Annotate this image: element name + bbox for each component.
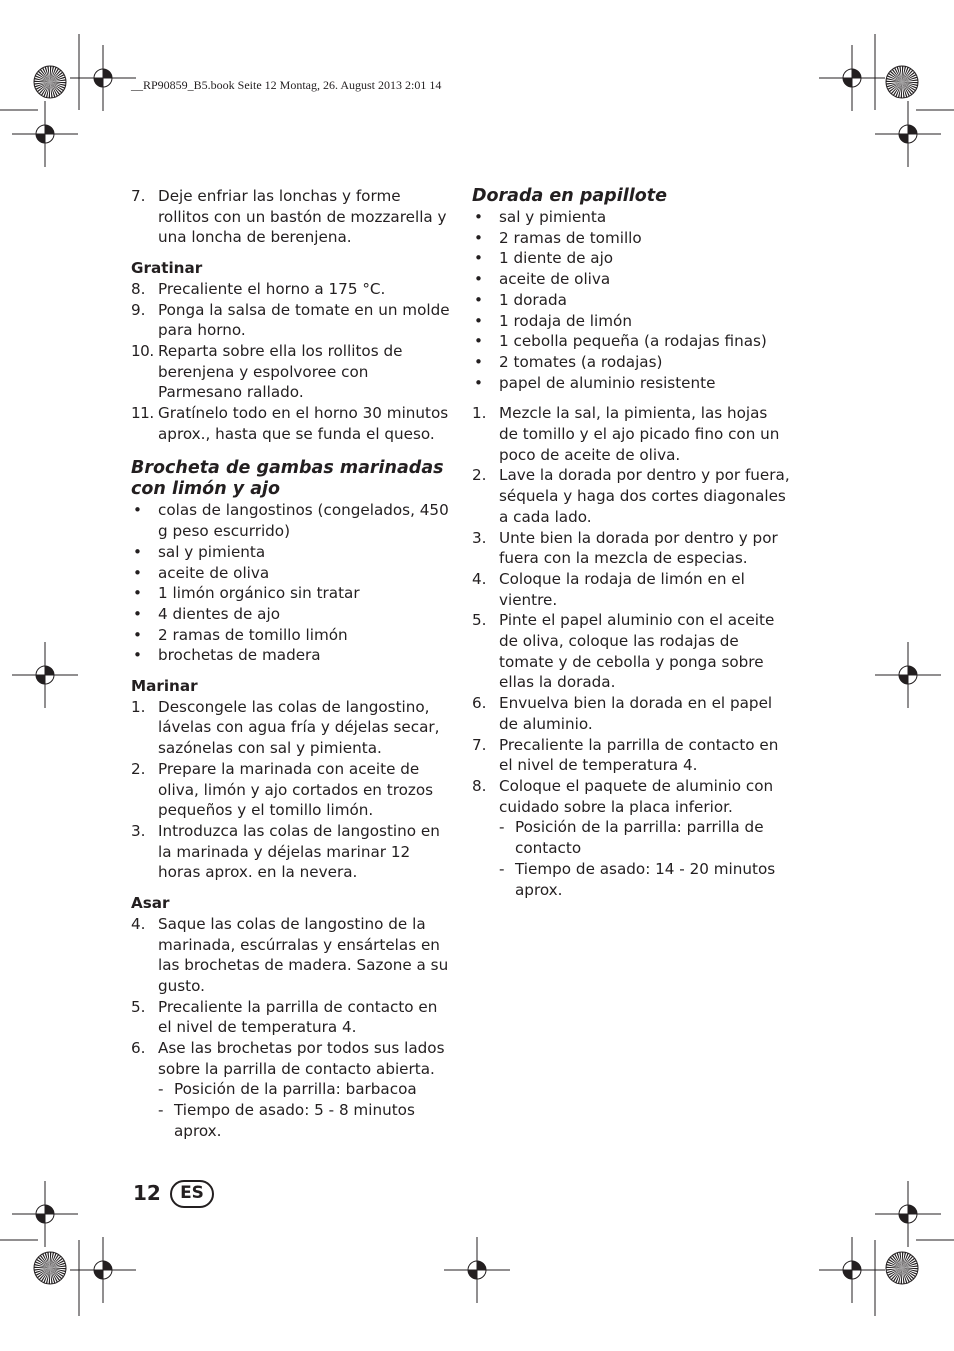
registration-mark-icon — [70, 45, 136, 111]
bullet-icon: • — [474, 270, 483, 289]
page-number: 12 — [133, 1181, 161, 1205]
step-text: Pinte el papel aluminio con el aceite de oliva, coloque las rodajas de tomate y de cebolla y ponga sobre ellas la dorada. — [499, 611, 775, 692]
ingredient-item — [472, 373, 790, 394]
bullet-icon: • — [474, 249, 483, 268]
step-number: 10. — [131, 341, 154, 360]
registration-mark-icon — [12, 642, 78, 708]
step-number: 7. — [472, 735, 487, 754]
ingredient-list-brocheta — [131, 500, 453, 666]
ingredient-text: 4 dientes de ajo — [158, 604, 280, 623]
step-text: Precaliente la parrilla de contacto en el nivel de temperatura 4. — [499, 735, 779, 775]
sub-item — [472, 817, 790, 858]
subheading-gratinar: Gratinar — [131, 259, 203, 278]
dash-icon: - — [158, 1101, 164, 1120]
step-number: 6. — [472, 694, 487, 713]
ingredient-text: colas de langostinos (congelados, 450 g peso escurrido) — [158, 501, 449, 541]
step-number: 2. — [131, 759, 146, 778]
step-item — [131, 1038, 453, 1079]
step-number: 5. — [472, 611, 487, 630]
ingredient-text: 2 ramas de tomillo limón — [158, 625, 348, 644]
left-column — [131, 186, 453, 1142]
bullet-icon: • — [474, 311, 483, 330]
step-text: Coloque el paquete de aluminio con cuidado sobre la placa inferior. — [499, 776, 774, 816]
ingredient-item — [472, 311, 790, 332]
sub-item-text: Posición de la parrilla: barbacoa — [174, 1080, 417, 1099]
step-number: 7. — [131, 187, 146, 205]
color-target-icon — [34, 1252, 66, 1284]
sub-item-text: Tiempo de asado: 5 - 8 minutos aprox. — [174, 1101, 415, 1140]
step-item — [472, 610, 790, 693]
color-target-icon — [886, 66, 918, 98]
bullet-icon: • — [474, 290, 483, 309]
registration-mark-icon — [12, 101, 78, 167]
step-item — [131, 300, 453, 341]
ingredient-item — [472, 207, 790, 228]
color-target-icon — [886, 1252, 918, 1284]
registration-mark-icon — [875, 642, 941, 708]
step-text: Lave la dorada por dentro y por fuera, séquela y haga dos cortes diagonales a cada lado. — [499, 466, 790, 526]
ingredient-item — [131, 542, 453, 563]
sub-list-dorada — [472, 817, 790, 900]
step-item — [131, 997, 453, 1038]
step-number: 3. — [131, 821, 146, 840]
step-item — [472, 528, 790, 569]
ingredient-text: sal y pimienta — [499, 208, 607, 226]
ingredient-item — [472, 248, 790, 269]
step-item — [472, 465, 790, 527]
step-list-asar — [131, 914, 453, 1080]
ingredient-item — [472, 352, 790, 373]
sub-item — [131, 1100, 453, 1141]
ingredient-text: aceite de oliva — [158, 563, 270, 582]
ingredient-item — [131, 625, 453, 646]
bullet-icon: • — [133, 584, 142, 603]
step-number: 8. — [131, 279, 146, 298]
step-item — [131, 697, 453, 759]
sub-item-text: Posición de la parrilla: parrilla de contacto — [515, 818, 764, 858]
step-text: Gratínelo todo en el horno 30 minutos aprox., hasta que se funda el queso. — [158, 404, 449, 443]
color-target-icon — [34, 66, 66, 98]
ingredient-item — [131, 583, 453, 604]
step-text: Reparta sobre ella los rollitos de berenjena y espolvoree con Parmesano rallado. — [158, 341, 403, 402]
registration-mark-icon — [444, 1237, 510, 1303]
step-number: 1. — [131, 697, 146, 716]
ingredient-text: aceite de oliva — [499, 270, 611, 289]
step-item — [472, 569, 790, 610]
language-badge: ES — [170, 1180, 214, 1208]
ingredient-item — [472, 269, 790, 290]
dash-icon: - — [499, 818, 505, 837]
bullet-icon: • — [133, 646, 142, 665]
ingredient-item — [472, 290, 790, 311]
step-item — [472, 693, 790, 734]
step-text: Precaliente la parrilla de contacto en el nivel de temperatura 4. — [158, 997, 438, 1037]
step-text: Saque las colas de langostino de la marinada, escúrralas y ensártelas en las brochetas de madera. Sazone a su gusto. — [158, 914, 449, 995]
ingredient-item — [131, 604, 453, 625]
step-number: 3. — [472, 528, 487, 547]
bullet-icon: • — [474, 373, 483, 392]
ingredient-item — [131, 645, 453, 666]
step-number: 9. — [131, 300, 146, 319]
step-item — [131, 279, 453, 300]
dash-icon: - — [158, 1080, 164, 1099]
step-item — [472, 776, 790, 817]
ingredient-text: 1 rodaja de limón — [499, 311, 632, 330]
ingredient-text: 2 tomates (a rodajas) — [499, 352, 663, 371]
bullet-icon: • — [474, 352, 483, 371]
registration-mark-icon — [70, 1237, 136, 1303]
step-text: Mezcle la sal, la pimienta, las hojas de tomillo y el ajo picado fino con un poco de aceite de oliva. — [499, 404, 780, 464]
ingredient-text: brochetas de madera — [158, 646, 321, 665]
sub-item-text: Tiempo de asado: 14 - 20 minutos aprox. — [515, 859, 776, 899]
bullet-icon: • — [133, 563, 142, 582]
recipe-title-brocheta: Brocheta de gambas marinadas con limón y ajo — [131, 458, 444, 500]
step-number: 8. — [472, 776, 487, 795]
step-text: Precaliente el horno a 175 °C. — [158, 279, 386, 298]
ingredient-text: 1 diente de ajo — [499, 249, 614, 268]
step-number: 5. — [131, 997, 146, 1016]
ingredient-item — [472, 228, 790, 249]
print-slug: __RP90859_B5.book Seite 12 Montag, 26. August 2013 2:01 14 — [131, 78, 442, 92]
ingredient-list-dorada — [472, 207, 790, 393]
step-text: Introduzca las colas de langostino en la marinada y déjelas marinar 12 horas aprox. en la nevera. — [158, 821, 440, 882]
step-item — [131, 403, 453, 444]
step-item — [472, 735, 790, 776]
bullet-icon: • — [133, 501, 142, 520]
ingredient-item — [472, 331, 790, 352]
step-item — [131, 759, 453, 821]
step-text: Coloque la rodaja de limón en el vientre. — [499, 569, 745, 609]
step-number: 4. — [472, 569, 487, 588]
registration-mark-icon — [875, 1181, 941, 1247]
bullet-icon: • — [474, 208, 483, 226]
bullet-icon: • — [133, 604, 142, 623]
step-number: 4. — [131, 914, 146, 933]
subheading-asar: Asar — [131, 894, 170, 913]
subheading-marinar: Marinar — [131, 677, 198, 696]
bullet-icon: • — [133, 542, 142, 561]
dash-icon: - — [499, 859, 505, 878]
step-text: Ponga la salsa de tomate en un molde para horno. — [158, 300, 450, 340]
registration-mark-icon — [875, 101, 941, 167]
right-column — [472, 186, 790, 900]
ingredient-item — [131, 563, 453, 584]
step-list-gratinar — [131, 279, 453, 445]
step-item — [131, 821, 453, 883]
step-list — [131, 186, 453, 248]
step-list-marinar — [131, 697, 453, 883]
bullet-icon: • — [474, 332, 483, 351]
step-list-dorada — [472, 403, 790, 817]
step-item — [131, 186, 453, 248]
sub-item — [472, 859, 790, 900]
ingredient-text: 1 cebolla pequeña (a rodajas finas) — [499, 332, 767, 351]
step-text: Envuelva bien la dorada en el papel de aluminio. — [499, 694, 773, 733]
ingredient-item — [131, 500, 453, 541]
step-number: 11. — [131, 404, 154, 423]
ingredient-text: 1 dorada — [499, 290, 567, 309]
step-number: 2. — [472, 466, 487, 485]
step-text: Prepare la marinada con aceite de oliva, limón y ajo cortados en trozos pequeños y el tomillo limón. — [158, 759, 434, 820]
ingredient-text: 2 ramas de tomillo — [499, 228, 642, 247]
step-text: Unte bien la dorada por dentro y por fuera con la mezcla de especias. — [499, 528, 778, 568]
ingredient-text: papel de aluminio resistente — [499, 373, 716, 392]
ingredient-text: 1 limón orgánico sin tratar — [158, 584, 360, 603]
sub-item — [131, 1079, 453, 1100]
step-text: Ase las brochetas por todos sus lados sobre la parrilla de contacto abierta. — [158, 1039, 445, 1078]
bullet-icon: • — [474, 228, 483, 247]
recipe-title-dorada: Dorada en papillote — [472, 186, 667, 206]
step-item — [131, 914, 453, 997]
sub-list-asar — [131, 1079, 453, 1141]
step-text: Descongele las colas de langostino, lávelas con agua fría y déjelas secar, sazónelas con sal y pimienta. — [158, 697, 440, 758]
registration-mark-icon — [12, 1181, 78, 1247]
step-number: 1. — [472, 404, 487, 423]
ingredient-text: sal y pimienta — [158, 542, 266, 561]
step-item — [131, 341, 453, 403]
step-item — [472, 403, 790, 465]
step-number: 6. — [131, 1039, 146, 1058]
step-text: Deje enfriar las lonchas y forme rollitos con un bastón de mozzarella y una loncha de berenjena. — [158, 187, 447, 247]
bullet-icon: • — [133, 625, 142, 644]
